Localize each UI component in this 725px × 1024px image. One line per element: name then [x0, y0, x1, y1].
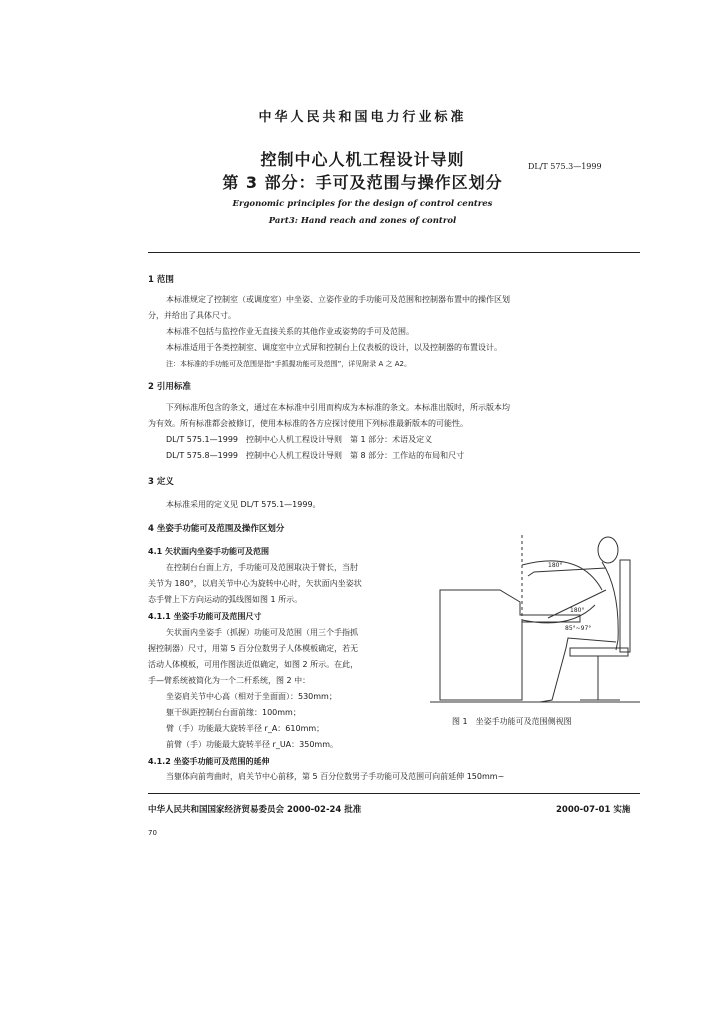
dimension-item: 臂（手）功能最大旋转半径 r_A：610mm；: [166, 724, 325, 733]
dimension-item: 坐姿肩关节中心高（相对于坐面面）：530mm；: [166, 692, 337, 701]
header-rule: [148, 252, 640, 253]
figure-1-seated-reach-diagram: [430, 530, 640, 710]
english-subtitle: Part3: Hand reach and zones of control: [268, 216, 457, 226]
upper-arm-raised: [528, 568, 606, 576]
section-4-1-1-heading: 4.1.1 坐姿手功能可及范围尺寸: [148, 612, 262, 621]
thigh: [566, 638, 616, 648]
head: [598, 537, 618, 563]
dimension-item: 躯干纵距控制台台面前缘：100mm；: [166, 708, 301, 717]
section-4-heading: 4 坐姿手功能可及范围及操作区划分: [148, 524, 285, 534]
angle-label-2: 180°: [570, 607, 585, 614]
section-2-heading: 2 引用标准: [148, 382, 191, 392]
doc-subtitle: 第 3 部分：手可及范围与操作区划分: [222, 173, 503, 192]
seat: [570, 648, 628, 656]
section-1-text: 本标准适用于各类控制室、调度室中立式屏和控制台上仪表板的设计，以及控制器的布置设计。: [166, 343, 502, 352]
page-number: 70: [148, 829, 157, 837]
section-4-1-text: 关节为 180°，以肩关节中心为旋转中心时，矢状面内坐姿状: [148, 579, 362, 588]
publisher-org: 中华人民共和国电力行业标准: [258, 110, 467, 125]
angle-label-3: 85°~97°: [565, 625, 592, 632]
section-4-1-text: 态手臂上下方向运动的弧线图如图 1 所示。: [148, 595, 303, 604]
angle-label-1: 180°: [548, 562, 563, 569]
section-4-1-text: 在控制台台面上方，手功能可及范围取决于臂长，当肘: [166, 563, 358, 572]
approval-line: 中华人民共和国国家经济贸易委员会 2000-02-24 批准: [148, 805, 362, 815]
section-4-1-2-heading: 4.1.2 坐姿手功能可及范围的延伸: [148, 757, 270, 766]
footer-rule: [148, 793, 640, 794]
dimension-item: 前臂（手）功能最大旋转半径 r_UA：350mm。: [166, 740, 339, 749]
console-outline: [440, 590, 580, 700]
section-4-1-1-text: 活动人体模板，可用作图法近似确定，如图 2 所示。在此，: [148, 660, 359, 669]
section-1-text: 本标准规定了控制室（或调度室）中坐姿、立姿作业的手功能可及范围和控制器布置中的操作区划: [166, 295, 510, 304]
english-title: Ergonomic principles for the design of control centres: [232, 199, 493, 209]
section-1-text: 本标准不包括与监控作业无直接关系的其他作业或姿势的手可及范围。: [166, 327, 414, 336]
section-3-text: 本标准采用的定义见 DL/T 575.1—1999。: [166, 500, 321, 509]
section-2-text: 下列标准所包含的条文，通过在本标准中引用而构成为本标准的条文。本标准出版时，所示版本均: [166, 403, 510, 412]
lower-leg: [540, 648, 566, 702]
doc-title: 控制中心人机工程设计导则: [260, 150, 465, 169]
reference-item: DL/T 575.1—1999 控制中心人机工程设计导则 第 1 部分：术语及定义: [166, 435, 433, 444]
reference-item: DL/T 575.8—1999 控制中心人机工程设计导则 第 8 部分：工作站的布局和尺寸: [166, 451, 465, 460]
section-1-heading: 1 范围: [148, 275, 174, 285]
section-4-1-1-text: 手—臂系统被简化为一个二杆系统，图 2 中：: [148, 676, 311, 685]
effective-date: 2000-07-01 实施: [556, 805, 631, 815]
section-4-1-1-text: 矢状面内坐姿手（抓握）功能可及范围（用三个手指抓: [166, 628, 358, 637]
section-4-1-heading: 4.1 矢状面内坐姿手功能可及范围: [148, 547, 269, 556]
section-2-text: 为有效。所有标准都会被修订，使用本标准的各方应探讨使用下列标准最新版本的可能性。: [148, 419, 468, 428]
figure-1-caption: 图 1 坐姿手功能可及范围侧视图: [452, 717, 572, 726]
section-4-1-1-text: 握控制器）尺寸，用第 5 百分位数男子人体模板确定，若无: [148, 644, 359, 653]
chair-back: [620, 560, 630, 652]
torso: [602, 562, 618, 650]
section-1-text: 分，并给出了具体尺寸。: [148, 311, 236, 320]
section-3-heading: 3 定义: [148, 477, 174, 487]
section-1-note: 注：本标准的手功能可及范围是指“手抓握功能可及范围”，详见附录 A 之 A2。: [166, 360, 411, 368]
section-4-1-2-text: 当躯体向前弯曲时，肩关节中心前移，第 5 百分位数男子手功能可及范围可向前延伸 150mm~: [166, 772, 505, 781]
standard-code: DL/T 575.3—1999: [528, 162, 602, 171]
